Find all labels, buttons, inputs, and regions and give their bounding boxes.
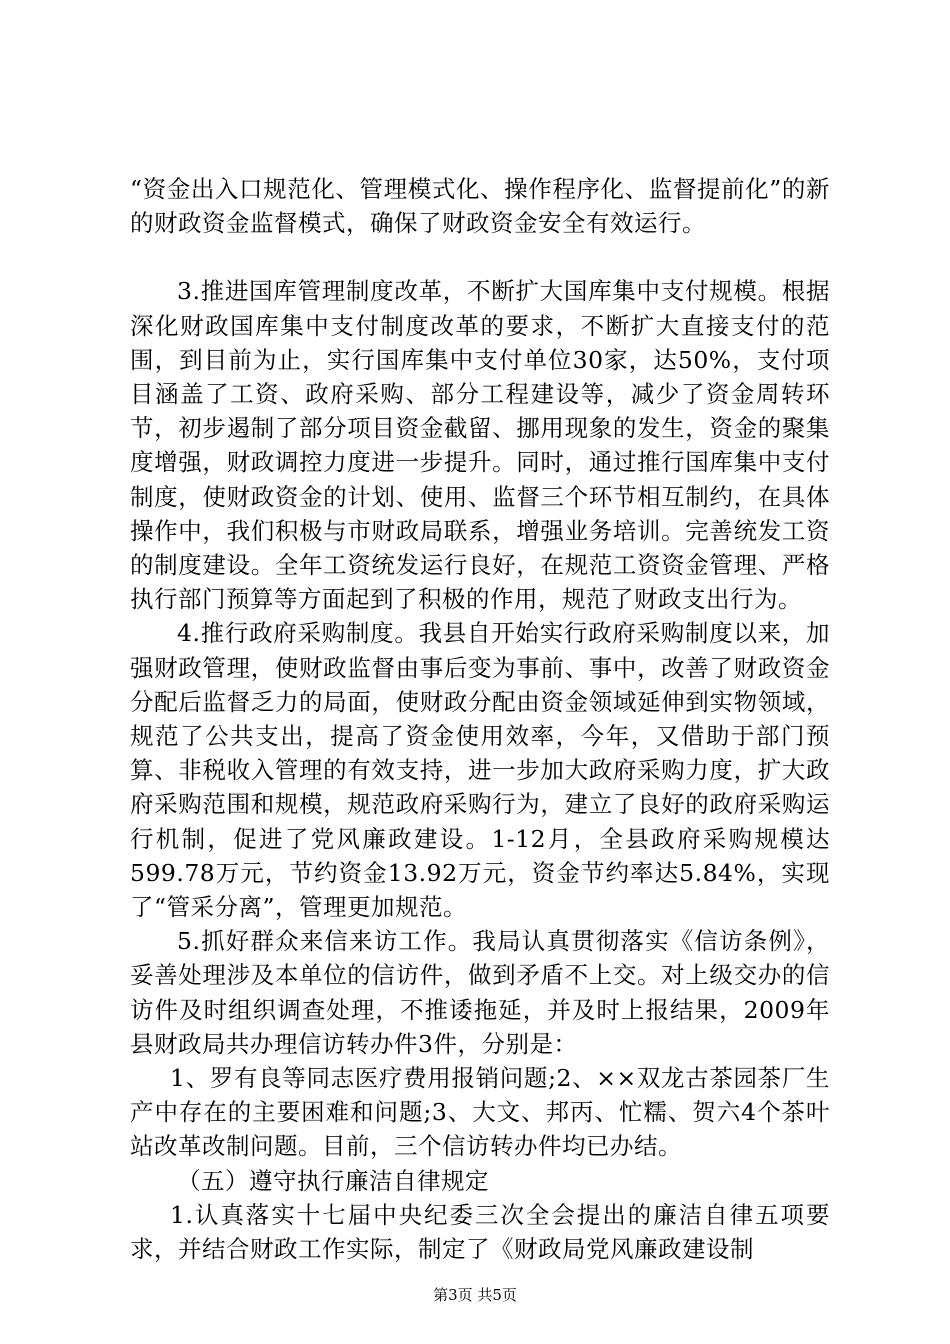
paragraph-petition-work: 5.抓好群众来信来访工作。我局认真贯彻落实《信访条例》，妥善处理涉及本单位的信访件，做到矛盾不上交。对上级交办的信访件及时组织调查处理，不推诿拖延，并及时上报结果，2009年县财政局共办理信访转办件3件，分别是：	[130, 927, 830, 1058]
paragraph-supervision-model: “资金出入口规范化、管理模式化、操作程序化、监督提前化”的新的财政资金监督模式，确保了财政资金安全有效运行。	[130, 175, 830, 238]
paragraph-treasury-reform: 3.推进国库管理制度改革，不断扩大国库集中支付规模。根据深化财政国库集中支付制度改革的要求，不断扩大直接支付的范围，到目前为止，实行国库集中支付单位30家，达50%，支付项目涵盖了工资、政府采购、部分工程建设等，减少了资金周转环节，初步遏制了部分项目资金截留、挪用现象的发生，资金的聚集度增强，财政调控力度进一步提升。同时，通过推行国库集中支付制度，使财政资金的计划、使用、监督三个环节相互制约，在具体操作中，我们积极与市财政局联系，增强业务培训。完善统发工资的制度建设。全年工资统发运行良好，在规范工资资金管理、严格执行部门预算等方面起到了积极的作用，规范了财政支出行为。	[130, 277, 830, 614]
section-heading-integrity: （五）遵守执行廉洁自律规定	[177, 1166, 489, 1195]
paragraph-government-procurement: 4.推行政府采购制度。我县自开始实行政府采购制度以来，加强财政管理，使财政监督由事后变为事前、事中，改善了财政资金分配后监督乏力的局面，使财政分配由资金领域延伸到实物领域，规范了公共支出，提高了资金使用效率，今年，又借助于部门预算、非税收入管理的有效支持，进一步加大政府采购力度，扩大政府采购范围和规模，规范政府采购行为，建立了良好的政府采购运行机制，促进了党风廉政建设。1-12月，全县政府采购规模达599.78万元，节约资金13.92万元，资金节约率达5.84%，实现了“管采分离”，管理更加规范。	[130, 619, 830, 922]
page-number-footer: 第3页 共5页	[433, 1286, 517, 1304]
paragraph-integrity-requirements: 1.认真落实十七届中央纪委三次全会提出的廉洁自律五项要求，并结合财政工作实际，制定了《财政局党风廉政建设制	[130, 1200, 830, 1264]
paragraph-petition-list: 1、罗有良等同志医疗费用报销问题;2、××双龙古茶园茶厂生产中存在的主要困难和问题;3、大文、邦丙、忙糯、贺六4个茶叶站改革改制问题。目前，三个信访转办件均已办结。	[130, 1064, 830, 1161]
document-body	[130, 172, 830, 1266]
